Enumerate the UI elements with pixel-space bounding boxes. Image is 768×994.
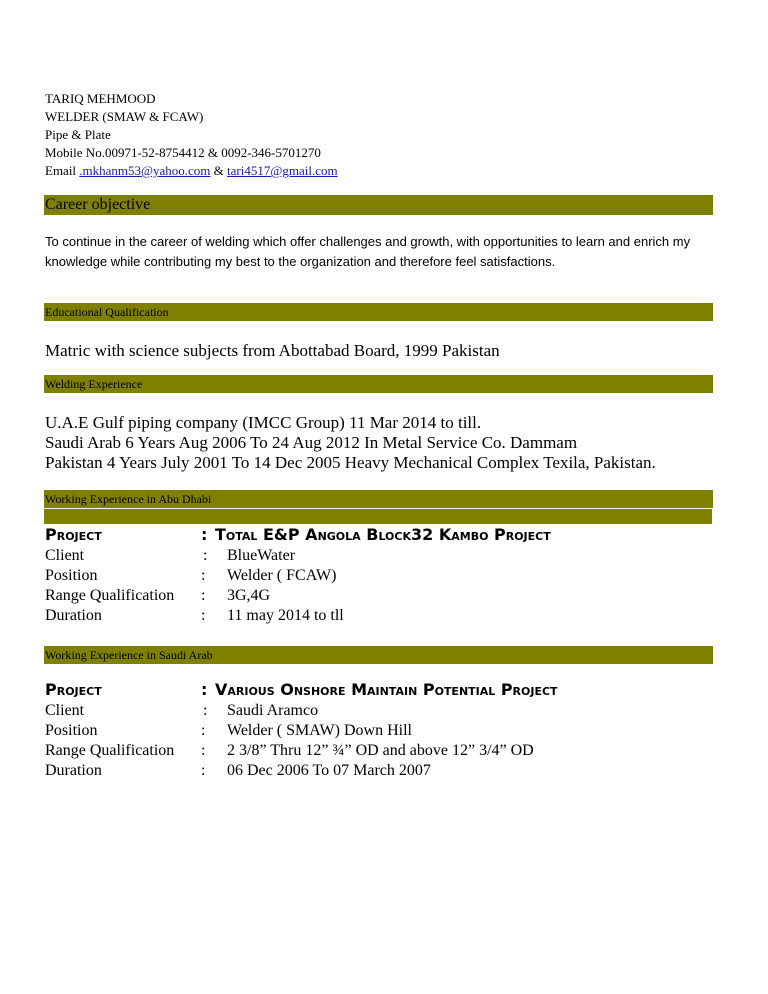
- detail-value: Welder ( FCAW): [227, 567, 337, 584]
- detail-row: [45, 721, 558, 741]
- career-objective-text: To continue in the career of welding which offer challenges and growth, with opportunities to learn and enrich my knowledge while contributing my best to the organization and therefore feel satisfactions.: [45, 234, 691, 269]
- specialty: Pipe & Plate: [45, 127, 111, 142]
- colon: :: [201, 607, 206, 624]
- email-line: [45, 162, 338, 180]
- detail-value: Welder ( SMAW) Down Hill: [227, 722, 412, 739]
- education-text: Matric with science subjects from Abottabad Board, 1999 Pakistan: [45, 341, 500, 360]
- abu-dhabi-project-details: [45, 524, 551, 626]
- detail-label: Range Qualification: [45, 587, 175, 604]
- detail-row: [45, 546, 551, 566]
- colon: :: [201, 680, 208, 699]
- detail-value: 3G,4G: [227, 587, 271, 604]
- detail-value: 06 Dec 2006 To 07 March 2007: [227, 762, 431, 779]
- experience-line: Saudi Arab 6 Years Aug 2006 To 24 Aug 2012 In Metal Service Co. Dammam: [45, 433, 578, 452]
- detail-label: Range Qualification: [45, 742, 175, 759]
- detail-row: [45, 606, 551, 626]
- colon: :: [201, 587, 206, 604]
- experience-line: Pakistan 4 Years July 2001 To 14 Dec 2005 Heavy Mechanical Complex Texila, Pakistan.: [45, 453, 656, 472]
- colon: :: [201, 762, 206, 779]
- detail-value: BlueWater: [227, 547, 296, 564]
- detail-value: Saudi Aramco: [227, 702, 319, 719]
- detail-label: Client: [45, 702, 85, 719]
- email-separator: &: [213, 163, 224, 178]
- contact-header: [45, 90, 338, 180]
- colon: :: [201, 525, 208, 544]
- welding-experience-heading: Welding Experience: [44, 375, 713, 393]
- saudi-project-details: [45, 679, 558, 781]
- career-objective-heading: Career objective: [44, 195, 713, 215]
- section-divider-bar: [44, 509, 712, 524]
- colon: :: [201, 722, 206, 739]
- project-name: Total E&P Angola Block32 Kambo Project: [215, 525, 551, 544]
- experience-line: U.A.E Gulf piping company (IMCC Group) 11 Mar 2014 to till.: [45, 413, 482, 432]
- detail-label: Client: [45, 547, 85, 564]
- project-label: Project: [45, 525, 102, 544]
- experience-list: [45, 413, 715, 473]
- project-name: Various Onshore Maintain Potential Project: [215, 680, 558, 699]
- detail-value: 2 3/8” Thru 12” ¾” OD and above 12” 3/4” OD: [227, 742, 534, 759]
- detail-row: [45, 741, 558, 761]
- colon: :: [203, 547, 208, 564]
- email-link-yahoo[interactable]: .mkhanm53@yahoo.com: [79, 163, 211, 178]
- detail-row: [45, 566, 551, 586]
- project-label: Project: [45, 680, 102, 699]
- job-title: WELDER (SMAW & FCAW): [45, 109, 204, 124]
- colon: :: [201, 567, 206, 584]
- detail-label: Duration: [45, 762, 102, 779]
- detail-row: [45, 701, 558, 721]
- detail-label: Position: [45, 567, 98, 584]
- detail-value: 11 may 2014 to tll: [227, 607, 344, 624]
- project-row: [45, 679, 558, 701]
- abu-dhabi-heading: Working Experience in Abu Dhabi: [44, 490, 713, 508]
- email-label: Email: [45, 163, 77, 178]
- detail-row: [45, 761, 558, 781]
- education-heading: Educational Qualification: [44, 303, 713, 321]
- email-link-gmail[interactable]: tari4517@gmail.com: [227, 163, 338, 178]
- saudi-heading: Working Experience in Saudi Arab: [44, 646, 713, 664]
- detail-label: Position: [45, 722, 98, 739]
- detail-row: [45, 586, 551, 606]
- detail-label: Duration: [45, 607, 102, 624]
- colon: :: [201, 742, 206, 759]
- project-row: [45, 524, 551, 546]
- colon: :: [203, 702, 208, 719]
- applicant-name: TARIQ MEHMOOD: [45, 91, 156, 106]
- mobile-numbers: Mobile No.00971-52-8754412 & 0092-346-5701270: [45, 145, 321, 160]
